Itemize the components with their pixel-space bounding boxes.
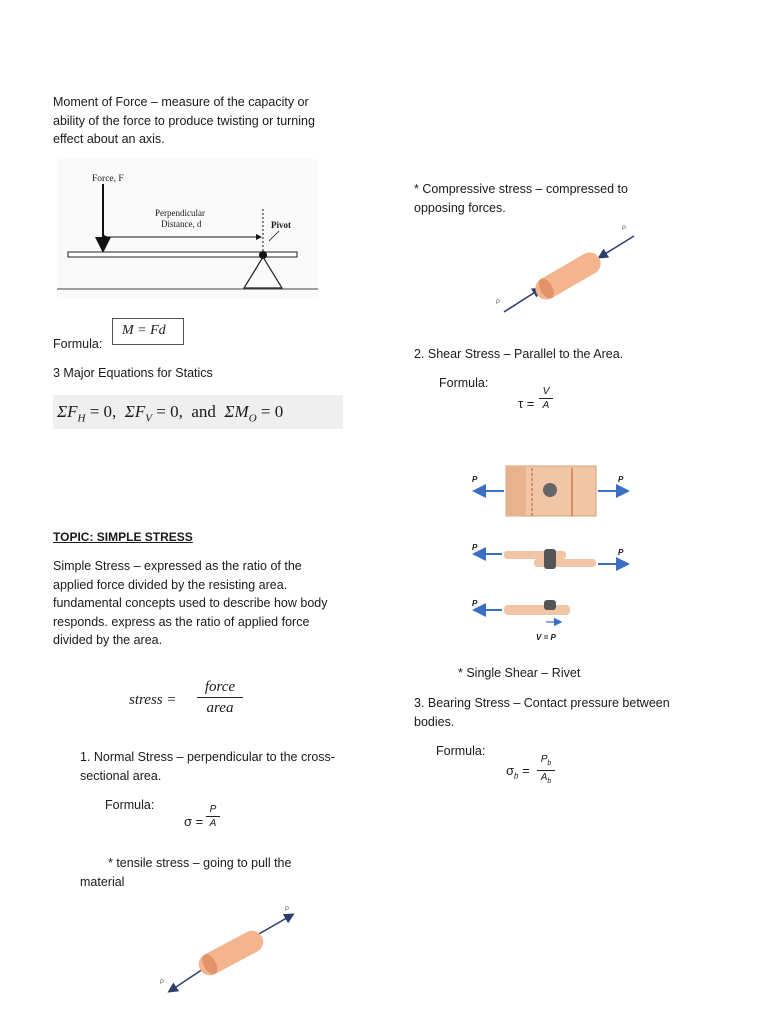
shear-formula-label: Formula:	[439, 376, 489, 390]
normal-num: P	[209, 804, 217, 815]
pivot-pointer	[269, 231, 279, 241]
bearing-sigma: σ	[506, 763, 515, 778]
bearing-heading: 3. Bearing Stress – Contact pressure between bodies.	[414, 696, 670, 729]
fulcrum	[244, 257, 282, 288]
force-label: Force, F	[92, 174, 124, 184]
bearing-den: A	[540, 772, 548, 783]
normal-heading: 1. Normal Stress – perpendicular to the cross-sectional area.	[80, 750, 335, 783]
shear-symbol: τ =	[518, 396, 535, 411]
stress-lhs: stress =	[129, 692, 177, 708]
bearing-num-wrap	[537, 754, 555, 769]
bearing-bar	[537, 770, 555, 771]
moment-figure	[57, 159, 318, 299]
rivet-figure	[466, 460, 636, 650]
compressive-p-top: P	[622, 226, 627, 232]
shear-num: V	[542, 386, 550, 397]
tensile-p-top: P	[285, 907, 290, 913]
tensile-figure	[150, 903, 300, 1003]
compressive-arrow-right	[600, 236, 634, 257]
bearing-formula-label: Formula:	[436, 744, 486, 758]
tensile-rod-diagram	[150, 903, 300, 1003]
eq-2-sub: V	[145, 412, 153, 425]
eq-3-tail: = 0	[256, 402, 284, 421]
bearing-den-wrap	[537, 772, 555, 787]
eq-1-tail: = 0,	[85, 402, 117, 421]
compressive-rod	[531, 248, 604, 303]
plate-side-lower	[534, 559, 596, 567]
shear-den: A	[542, 400, 550, 411]
rivet-diagram	[466, 460, 636, 650]
normal-fraction	[206, 804, 220, 829]
p-label-5: P	[472, 599, 478, 608]
normal-symbol: σ =	[184, 814, 204, 829]
rivet-cut	[544, 600, 556, 610]
bearing-eq: =	[522, 763, 530, 778]
single-shear-caption: * Single Shear – Rivet	[458, 666, 581, 680]
topic-definition: Simple Stress – expressed as the ratio of the applied force divided by the resisting area. fundamental concepts used to describe how body responds. express as the ratio of applied force divided by the area.	[53, 559, 328, 647]
tensile-rod	[195, 927, 267, 979]
bearing-fraction	[537, 754, 555, 787]
shear-fraction	[539, 386, 553, 411]
normal-formula-label: Formula:	[105, 798, 155, 812]
pivot-label: Pivot	[271, 220, 291, 230]
shear-bar	[539, 398, 553, 399]
statics-equation-text	[57, 400, 283, 430]
p-label-3: P	[472, 543, 478, 552]
v-eq-p-label: V = P	[536, 633, 556, 642]
stress-num: force	[204, 679, 236, 695]
compressive-text: * Compressive stress – compressed to opposing forces.	[414, 182, 628, 215]
normal-den: A	[209, 818, 217, 829]
p-label-2: P	[618, 475, 624, 484]
eq-1-sub: H	[77, 412, 86, 425]
eq-2: ΣF	[124, 402, 146, 421]
rivet-side	[544, 549, 556, 569]
bearing-den-sub: b	[547, 778, 552, 785]
moment-formula-label: Formula:	[53, 337, 103, 351]
eq-2-tail: = 0,	[152, 402, 183, 421]
topic-title: TOPIC: SIMPLE STRESS	[53, 530, 193, 544]
rivet-head	[543, 483, 557, 497]
plate-top-shade	[506, 466, 526, 516]
p-label-1: P	[472, 475, 478, 484]
p-label-4: P	[618, 548, 624, 557]
plate-side-upper	[504, 551, 566, 559]
tensile-text: * tensile stress – going to pull the material	[80, 856, 292, 889]
moment-formula: M = Fd	[122, 323, 166, 338]
bearing-symbol	[506, 762, 530, 786]
shear-heading: 2. Shear Stress – Parallel to the Area.	[414, 347, 624, 361]
statics-heading: 3 Major Equations for Statics	[53, 366, 213, 380]
stress-fraction	[197, 678, 243, 717]
eq-3: ΣM	[224, 402, 249, 421]
compressive-figure	[492, 224, 642, 320]
stress-den: area	[206, 700, 234, 716]
eq-1: ΣF	[57, 402, 78, 421]
stress-bar	[197, 697, 243, 698]
distance-label-2: Distance, d	[161, 219, 202, 229]
bearing-sigma-sub: b	[514, 771, 519, 781]
normal-bar	[206, 816, 220, 817]
distance-label-1: Perpendicular	[155, 208, 205, 218]
bearing-num: P	[540, 754, 548, 765]
moment-definition: Moment of Force – measure of the capacity or ability of the force to produce twisting or turning effect about an axis.	[53, 95, 315, 146]
compressive-rod-diagram	[492, 224, 642, 320]
tensile-p-bottom: P	[160, 980, 165, 986]
compressive-arrow-left	[504, 289, 540, 312]
plate-free-body	[504, 605, 570, 615]
compressive-p-bottom: P	[496, 300, 501, 306]
eq-3-sub: O	[248, 412, 257, 425]
bearing-num-sub: b	[547, 760, 552, 767]
eq-and: and	[191, 402, 216, 421]
